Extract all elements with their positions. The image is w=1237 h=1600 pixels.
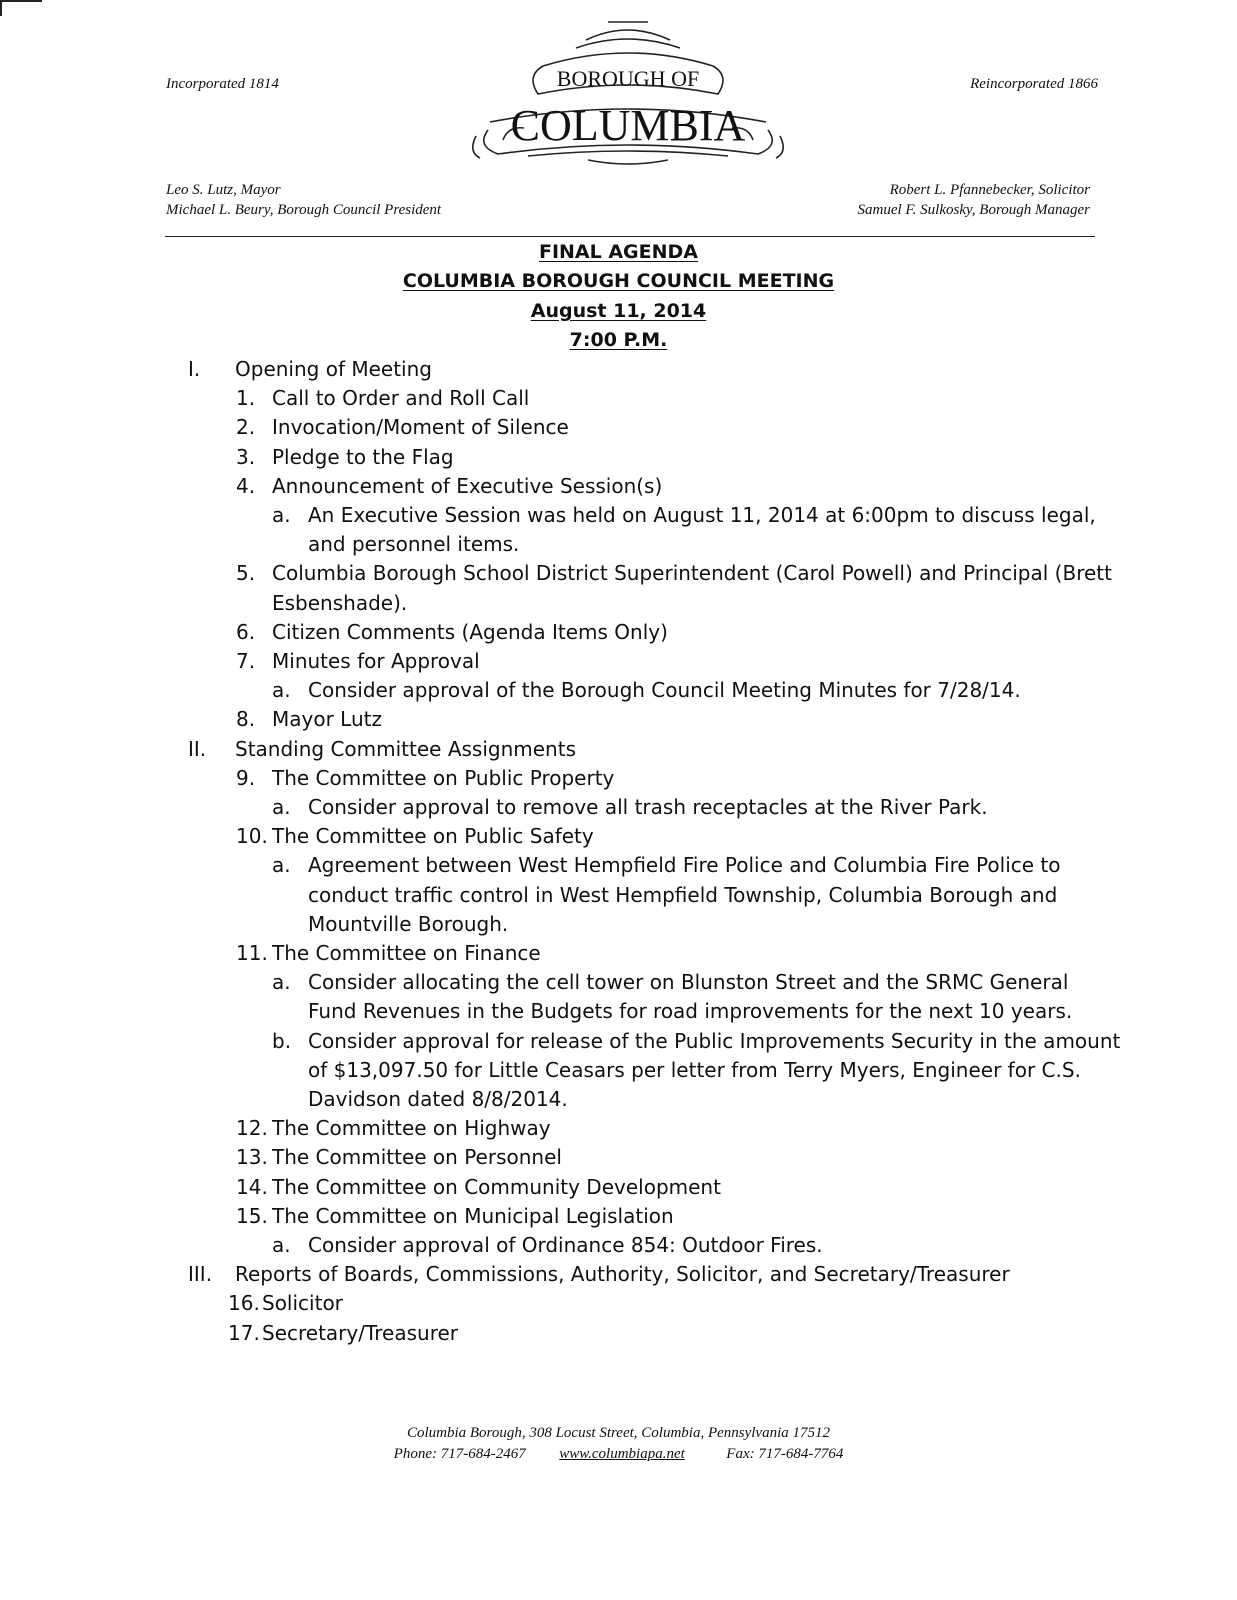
agenda-marker: a. xyxy=(272,1233,291,1257)
scan-edge-mark xyxy=(0,0,42,16)
agenda-marker: a. xyxy=(272,795,291,819)
agenda-marker: 13. xyxy=(236,1145,268,1170)
incorporated-date: Incorporated 1814 xyxy=(166,76,279,92)
agenda-item-text: Mayor Lutz xyxy=(272,707,382,732)
agenda-item-text: The Committee on Public Property xyxy=(272,765,615,790)
agenda-marker: 9. xyxy=(236,765,256,790)
footer-website-link[interactable]: www.columbiapa.net xyxy=(559,1446,685,1462)
agenda-marker: 12. xyxy=(236,1116,268,1141)
agenda-item-text: The Committee on Highway xyxy=(272,1116,551,1141)
agenda-item-text: The Committee on Finance xyxy=(272,941,541,965)
agenda-marker: 10. xyxy=(236,824,268,849)
agenda-item-text: Call to Order and Roll Call xyxy=(272,386,530,411)
footer-phone: Phone: 717-684-2467 xyxy=(393,1446,526,1462)
agenda-item-text: Mountville Borough. xyxy=(308,911,509,936)
agenda-marker: a. xyxy=(272,678,291,703)
agenda-item-text: Announcement of Executive Session(s) xyxy=(272,473,663,498)
mayor-name: Leo S. Lutz, Mayor xyxy=(166,182,281,198)
agenda-item-text: Consider approval of the Borough Council Meeting Minutes for 7/28/14. xyxy=(308,678,1021,703)
agenda-item-text: Standing Committee Assignments xyxy=(235,736,576,761)
agenda-marker: I. xyxy=(188,357,201,381)
agenda-item-text: Consider approval for release of the Public Improvements Security in the amount xyxy=(308,1028,1121,1053)
meeting-title: COLUMBIA BOROUGH COUNCIL MEETING xyxy=(402,270,835,292)
solicitor-name: Robert L. Pfannebecker, Solicitor xyxy=(889,182,1090,198)
agenda-item-text: and personnel items. xyxy=(308,532,520,557)
officials-right xyxy=(858,180,1090,220)
agenda-marker: a. xyxy=(272,970,291,995)
agenda-item-text: An Executive Session was held on August 11, 2014 at 6:00pm to discuss legal, xyxy=(308,503,1096,527)
agenda-item-text: Fund Revenues in the Budgets for road improvements for the next 10 years. xyxy=(308,999,1073,1024)
agenda-marker: 4. xyxy=(236,473,256,498)
agenda-item-text: The Committee on Public Safety xyxy=(272,824,594,849)
borough-seal-logo xyxy=(468,18,788,168)
agenda-item-text: The Committee on Community Development xyxy=(272,1174,721,1199)
agenda-item-text: Esbenshade). xyxy=(272,590,408,615)
agenda-marker: 14. xyxy=(236,1174,268,1199)
agenda-marker: 5. xyxy=(236,561,256,586)
agenda-item-text: Minutes for Approval xyxy=(272,649,480,673)
agenda-title: FINAL AGENDA xyxy=(538,241,699,263)
agenda-marker: 17. xyxy=(228,1320,260,1345)
agenda-item-text: Citizen Comments (Agenda Items Only) xyxy=(272,619,668,644)
agenda-item-text: Consider allocating the cell tower on Blunston Street and the SRMC General xyxy=(308,970,1069,995)
agenda-item-text: Invocation/Moment of Silence xyxy=(272,415,569,440)
agenda-item-text: Pledge to the Flag xyxy=(272,444,454,469)
agenda-marker: III. xyxy=(188,1262,213,1287)
agenda-marker: 2. xyxy=(236,415,256,440)
agenda-item-text: of $13,097.50 for Little Ceasars per letter from Terry Myers, Engineer for C.S. xyxy=(308,1057,1081,1082)
agenda-item-text: Secretary/Treasurer xyxy=(262,1320,459,1345)
agenda-item-text: Consider approval to remove all trash receptacles at the River Park. xyxy=(308,795,988,819)
agenda-marker: 3. xyxy=(236,444,256,469)
agenda-marker: 15. xyxy=(236,1203,268,1228)
meeting-time: 7:00 P.M. xyxy=(569,329,668,351)
agenda-item-text: Consider approval of Ordinance 854: Outdoor Fires. xyxy=(308,1233,823,1257)
footer-contact xyxy=(0,1446,1237,1463)
agenda-item-text: Davidson dated 8/8/2014. xyxy=(308,1087,568,1111)
agenda-marker: 1. xyxy=(236,386,256,411)
officials-left xyxy=(166,180,441,220)
agenda-marker: b. xyxy=(272,1028,292,1053)
agenda-marker: a. xyxy=(272,503,291,527)
agenda-marker: 8. xyxy=(236,707,256,732)
agenda-item-text: Columbia Borough School District Superintendent (Carol Powell) and Principal (Brett xyxy=(272,561,1112,586)
agenda-item-text: The Committee on Municipal Legislation xyxy=(272,1203,674,1228)
meeting-date: August 11, 2014 xyxy=(530,300,707,322)
footer-address: Columbia Borough, 308 Locust Street, Columbia, Pennsylvania 17512 xyxy=(406,1425,831,1441)
logo-borough-of-text: BOROUGH OF xyxy=(556,66,700,91)
manager-name: Samuel F. Sulkosky, Borough Manager xyxy=(857,202,1090,218)
agenda-marker: 6. xyxy=(236,619,256,644)
agenda-marker: a. xyxy=(272,853,291,878)
reincorporated-date: Reincorporated 1866 xyxy=(970,76,1098,92)
agenda-item-text: Solicitor xyxy=(262,1291,343,1316)
agenda-item-text: conduct traffic control in West Hempfield Township, Columbia Borough and xyxy=(308,882,1058,907)
agenda-item-text: Agreement between West Hempfield Fire Police and Columbia Fire Police to xyxy=(308,853,1061,878)
agenda-item-text: The Committee on Personnel xyxy=(272,1145,562,1170)
footer-fax: Fax: 717-684-7764 xyxy=(726,1446,844,1462)
logo-columbia-text: COLUMBIA xyxy=(510,101,746,150)
letterhead-divider xyxy=(165,236,1095,237)
agenda-marker: 11. xyxy=(236,941,268,965)
agenda-marker: 16. xyxy=(228,1291,260,1316)
agenda-item-text: Reports of Boards, Commissions, Authority, Solicitor, and Secretary/Treasurer xyxy=(235,1262,1010,1287)
council-president-name: Michael L. Beury, Borough Council President xyxy=(166,202,442,218)
agenda-marker: 7. xyxy=(236,649,256,673)
agenda-marker: II. xyxy=(188,736,207,761)
agenda-item-text: Opening of Meeting xyxy=(235,357,432,381)
